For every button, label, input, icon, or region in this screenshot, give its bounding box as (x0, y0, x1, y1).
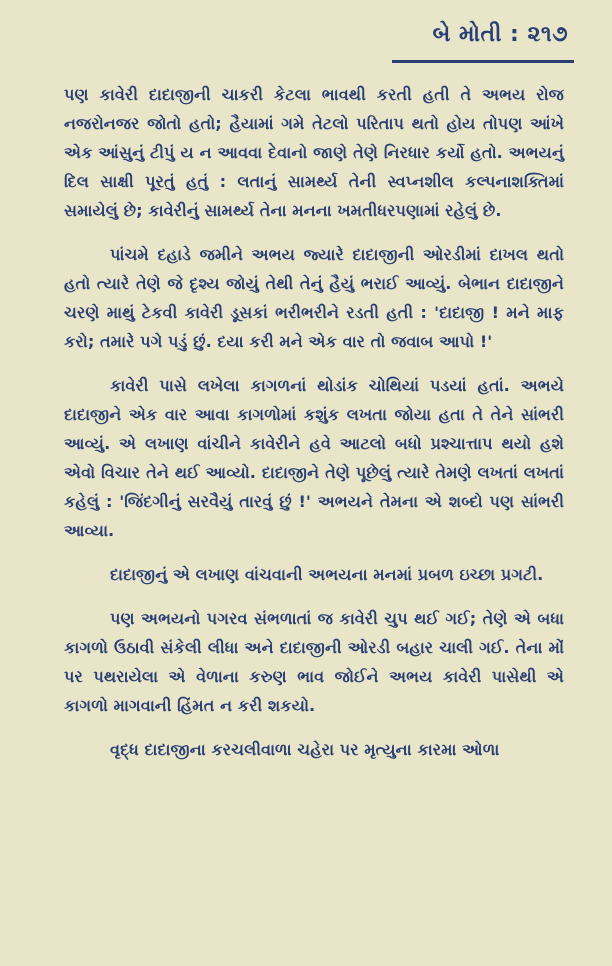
body-text (64, 80, 564, 764)
paragraph-4: દાદાજીનું એ લખાણ વાંચવાની અભયના મનમાં પ્રબળ ઇચ્છા પ્રગટી. (110, 565, 544, 584)
paragraph-2: પાંચમે દહાડે જમીને અભય જ્યારે દાદાજીની ઓરડીમાં દાખલ થતો હતો ત્યારે તેણે જે દૃશ્ય જોયું તેથી તેનું હૈયું ભરાઈ આવ્યું. બેભાન દાદાજીને ચરણે માથું ટેકવી કાવેરી ડૂસકાં ભરીભરીને રડતી હતી : 'દાદાજી ! મને માફ કરો; તમારે પગે પડું છું. દયા કરી મને એક વાર તો જવાબ આપો !' (64, 245, 564, 351)
paragraph-1: પણ કાવેરી દાદાજીની ચાકરી કેટલા ભાવથી કરતી હતી તે અભય રોજ નજરોનજર જોતો હતો; હૈયામાં ગમે તેટલો પરિતાપ થતો હોય તોપણ આંખે એક આંસુનું ટીપું ય ન આવવા દેવાનો જાણે તેણે નિરધાર કર્યો હતો. અભયનું દિલ સાક્ષી પૂરતું હતું : લતાનું સામર્થ્ય તેની સ્વપ્નશીલ કલ્પનાશક્તિમાં સમાયેલું છે; કાવેરીનું સામર્થ્ય તેના મનના ખમતીધરપણામાં રહેલું છે. (64, 85, 564, 220)
header-underline (392, 60, 574, 63)
running-head: બે મોતી : ૨૧૭ (432, 22, 568, 47)
paragraph-5: પણ અભયનો પગરવ સંભળાતાં જ કાવેરી ચુપ થઈ ગઈ; તેણે એ બધા કાગળો ઉઠાવી સંકેલી લીધા અને દાદાજીની ઓરડી બહાર ચાલી ગઈ. તેના મોં પર પથરાયેલા એ વેળાના કરુણ ભાવ જોઈને અભય કાવેરી પાસેથી એ કાગળો માગવાની હિંમત ન કરી શકયો. (64, 609, 564, 715)
paragraph-6: વૃદ્ધ દાદાજીના કરચલીવાળા ચહેરા પર મૃત્યુના કારમા ઓળા (110, 740, 500, 759)
paragraph-3: કાવેરી પાસે લખેલા કાગળનાં થોડાંક ચોથિયાં પડયાં હતાં. અભયે દાદાજીને એક વાર આવા કાગળોમાં કશુંક લખતા જોયા હતા તે તેને સાંભરી આવ્યું. એ લખાણ વાંચીને કાવેરીને હવે આટલો બધો પ્રશ્ચાત્તાપ થયો હશે એવો વિચાર તેને થઈ આવ્યો. દાદાજીને તેણે પૂછેલું ત્યારે તેમણે લખતાં લખતાં કહેલું : 'જિંદગીનું સરવૈયું તારવું છું !' અભયને તેમના એ શબ્દો પણ સાંભરી આવ્યા. (64, 376, 564, 540)
